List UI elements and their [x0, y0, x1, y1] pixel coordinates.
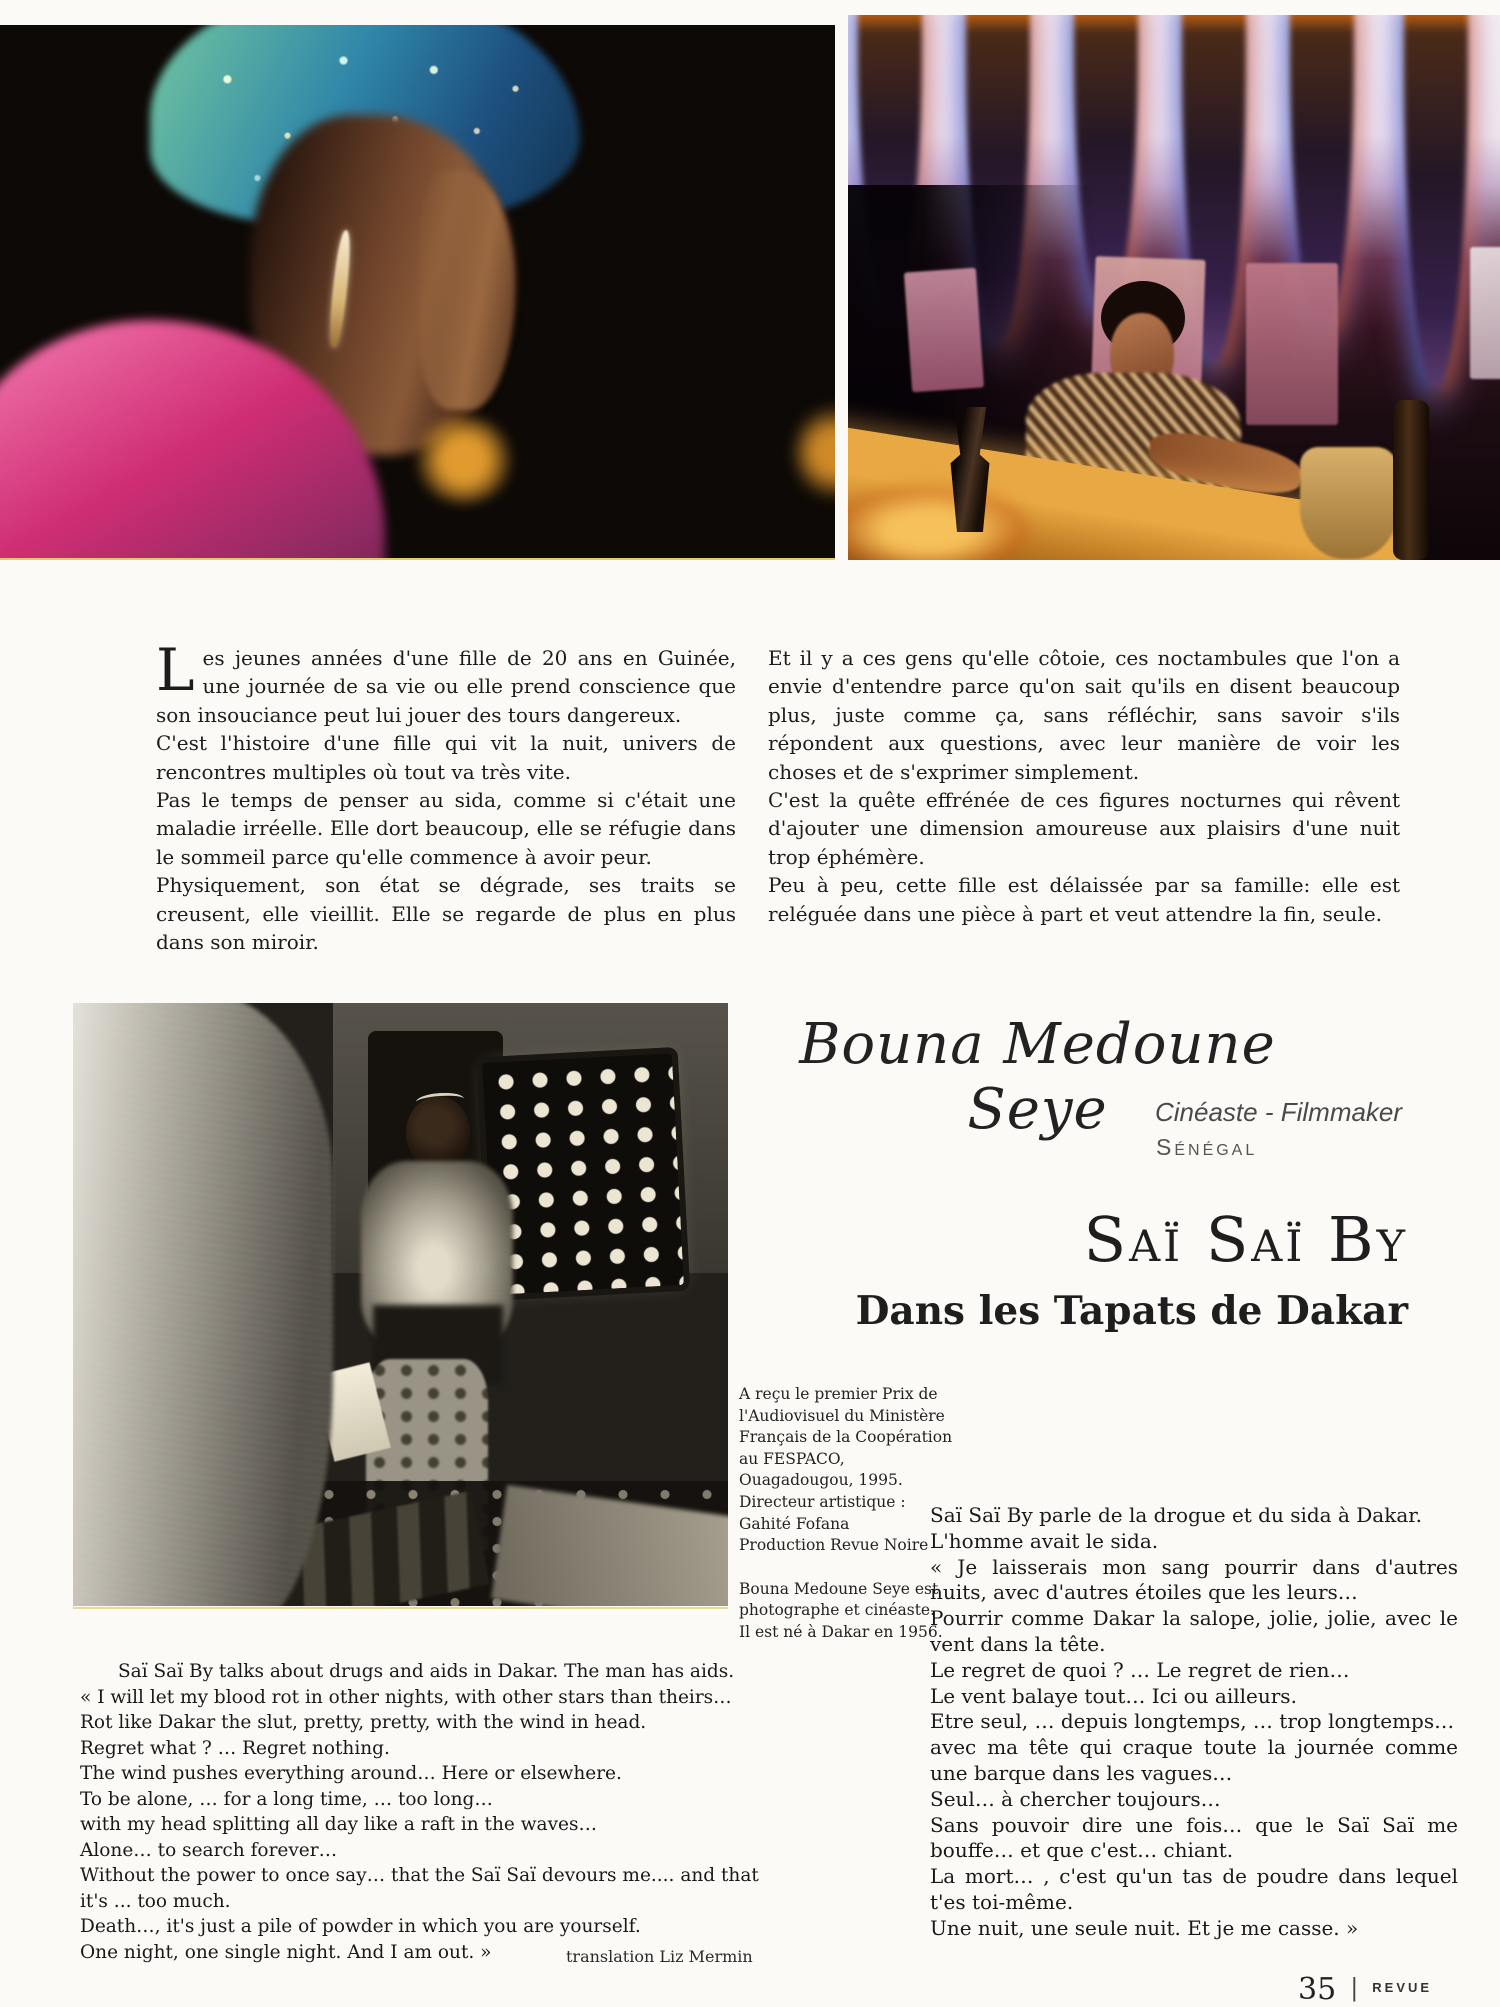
paragraph: with my head splitting all day like a raft in the waves…: [80, 1814, 597, 1835]
print-edge-line: [73, 1607, 728, 1609]
text-line: Bouna Medoune Seye est: [739, 1579, 939, 1598]
paragraph: To be alone, … for a long time, … too long…: [80, 1788, 493, 1810]
paragraph: Le regret de quoi ? … Le regret de rien…: [930, 1657, 1350, 1682]
artist-country-label: Sénégal: [1156, 1134, 1258, 1160]
bokeh-light: [415, 417, 513, 503]
lit-wall: [73, 1003, 333, 1606]
text-line: Ouagadougou, 1995.: [739, 1471, 903, 1490]
paragraph: Physiquement, son état se dégrade, ses traits se creusent, elle vieillit. Elle se regarde de plus en plus dans son miroir.: [156, 873, 736, 955]
face-highlight: [420, 170, 515, 410]
intro-lead-text: es jeunes années d'une fille de 20 ans en Guinée, une journée de sa vie ou elle prend conscience que son insouciance peut lui jouer des tours dangereux.: [156, 646, 736, 727]
light-drip: [1404, 15, 1468, 388]
paragraph: Saï Saï By talks about drugs and aids in Dakar. The man has aids.: [118, 1661, 735, 1682]
paragraph: L'homme avait le sida.: [930, 1528, 1159, 1553]
translation-credit: translation Liz Mermin: [566, 1947, 753, 1966]
paragraph: Etre seul, … depuis longtemps, … trop longtemps…: [930, 1709, 1455, 1734]
paragraph: The wind pushes everything around… Here or elsewhere.: [80, 1763, 622, 1784]
paragraph: « I will let my blood rot in other nights, with other stars than theirs…: [80, 1686, 732, 1708]
photo-stairway-man: [73, 1003, 728, 1606]
paragraph: Sans pouvoir dire une fois… que le Saï Saï me bouffe… et que c'est… chiant.: [930, 1812, 1458, 1863]
text-line: Production Revue Noire: [739, 1536, 929, 1555]
credits-block: [739, 1384, 954, 1644]
intro-paragraph: [156, 636, 736, 729]
paragraph: « Je laisserais mon sang pourrir dans d'autres nuits, avec d'autres étoiles que les leurs…: [930, 1554, 1458, 1605]
paragraph: Le vent balaye tout… Ici ou ailleurs.: [930, 1683, 1297, 1708]
paragraph: Regret what ? … Regret nothing.: [80, 1737, 390, 1759]
paragraph: Seul… à chercher toujours…: [930, 1786, 1221, 1811]
paragraph: C'est l'histoire d'une fille qui vit la nuit, univers de rencontres multiples où tout va très vite.: [156, 731, 736, 784]
page-footer: [1298, 1972, 1432, 2007]
text-line: Gahité Fofana: [739, 1514, 850, 1533]
photo-bar-scene: [848, 15, 1500, 560]
footer-separator: |: [1350, 1974, 1359, 2002]
paragraph: Rot like Dakar the slut, pretty, pretty, with the wind in head.: [80, 1712, 647, 1733]
text-line: photographe et cinéaste.: [739, 1601, 936, 1620]
film-title: Saï Saï By: [1083, 1203, 1408, 1276]
french-quote-block: [930, 1503, 1458, 1942]
print-edge-line: [0, 558, 835, 560]
artist-name-title: Bouna Medoune Seye: [799, 1012, 1276, 1142]
paragraph: Death…, it's just a pile of powder in which you are yourself.: [80, 1916, 641, 1937]
paragraph: Une nuit, une seule nuit. Et je me casse. »: [930, 1915, 1359, 1940]
bottle-shape: [1393, 400, 1429, 560]
paragraph: Alone… to search forever…: [80, 1839, 338, 1861]
paragraph: La mort… , c'est qu'un tas de poudre dans lequel t'es toi-même.: [930, 1864, 1458, 1914]
text-line: Directeur artistique :: [739, 1492, 906, 1511]
intro-right-column: [768, 644, 1400, 928]
wall-poster: [1470, 247, 1500, 379]
wall-poster: [904, 268, 984, 393]
paragraph: Saï Saï By parle de la drogue et du sida à Dakar.: [930, 1503, 1422, 1527]
text-line: Il est né à Dakar en 1956.: [739, 1622, 943, 1641]
hand-bag: [1300, 447, 1398, 559]
text-line: Français de la Coopération: [739, 1428, 953, 1447]
text-line: l'Audiovisuel du Ministère: [739, 1406, 945, 1425]
drop-cap: L: [156, 636, 195, 704]
film-subtitle: Dans les Tapats de Dakar: [855, 1288, 1408, 1334]
photo-woman-profile: [0, 25, 835, 558]
text-line: au FESPACO,: [739, 1449, 845, 1468]
paragraph: C'est la quête effrénée de ces figures nocturnes qui rêvent d'ajouter une dimension amoureuse aux plaisirs d'une nuit trop éphémère.: [768, 788, 1400, 869]
bokeh-light: [795, 405, 835, 500]
paragraph: One night, one single night. And I am out. »: [80, 1941, 492, 1963]
paragraph: avec ma tête qui craque toute la journée comme une barque dans les vagues…: [930, 1735, 1458, 1785]
english-quote-block: [80, 1659, 775, 1965]
paragraph: Peu à peu, cette fille est délaissée par sa famille: elle est reléguée dans une pièce à part et veut attendre la fin, seule.: [768, 873, 1400, 926]
magazine-logo: REVUE: [1372, 1980, 1433, 1995]
bio-credit: [739, 1579, 954, 1644]
page-number: 35: [1298, 1972, 1337, 2007]
intro-left-column: [156, 636, 736, 956]
paragraph: Pas le temps de penser au sida, comme si c'était une maladie irréelle. Elle dort beaucoup, elle se réfugie dans le sommeil parce qu'elle commence à avoir peur.: [156, 788, 736, 869]
paragraph: Et il y a ces gens qu'elle côtoie, ces noctambules que l'on a envie d'entendre parce qu'on sait qu'ils en disent beaucoup plus, juste comme ça, sans réfléchir, sans savoir s'ils répondent aux questions, avec leur manière de voir les choses et de s'exprimer simplement.: [768, 646, 1400, 784]
wall-poster: [1246, 263, 1338, 425]
intro-left-rest: [156, 729, 736, 956]
text-line: A reçu le premier Prix de: [739, 1385, 938, 1403]
paragraph: Pourrir comme Dakar la salope, jolie, jolie, avec le vent dans la tête.: [930, 1606, 1458, 1656]
award-credit: [739, 1384, 954, 1557]
artist-role-label: Cinéaste - Filmmaker: [1155, 1097, 1403, 1127]
paragraph: Without the power to once say… that the Saï Saï devours me.... and that it's ... too much.: [80, 1865, 759, 1912]
